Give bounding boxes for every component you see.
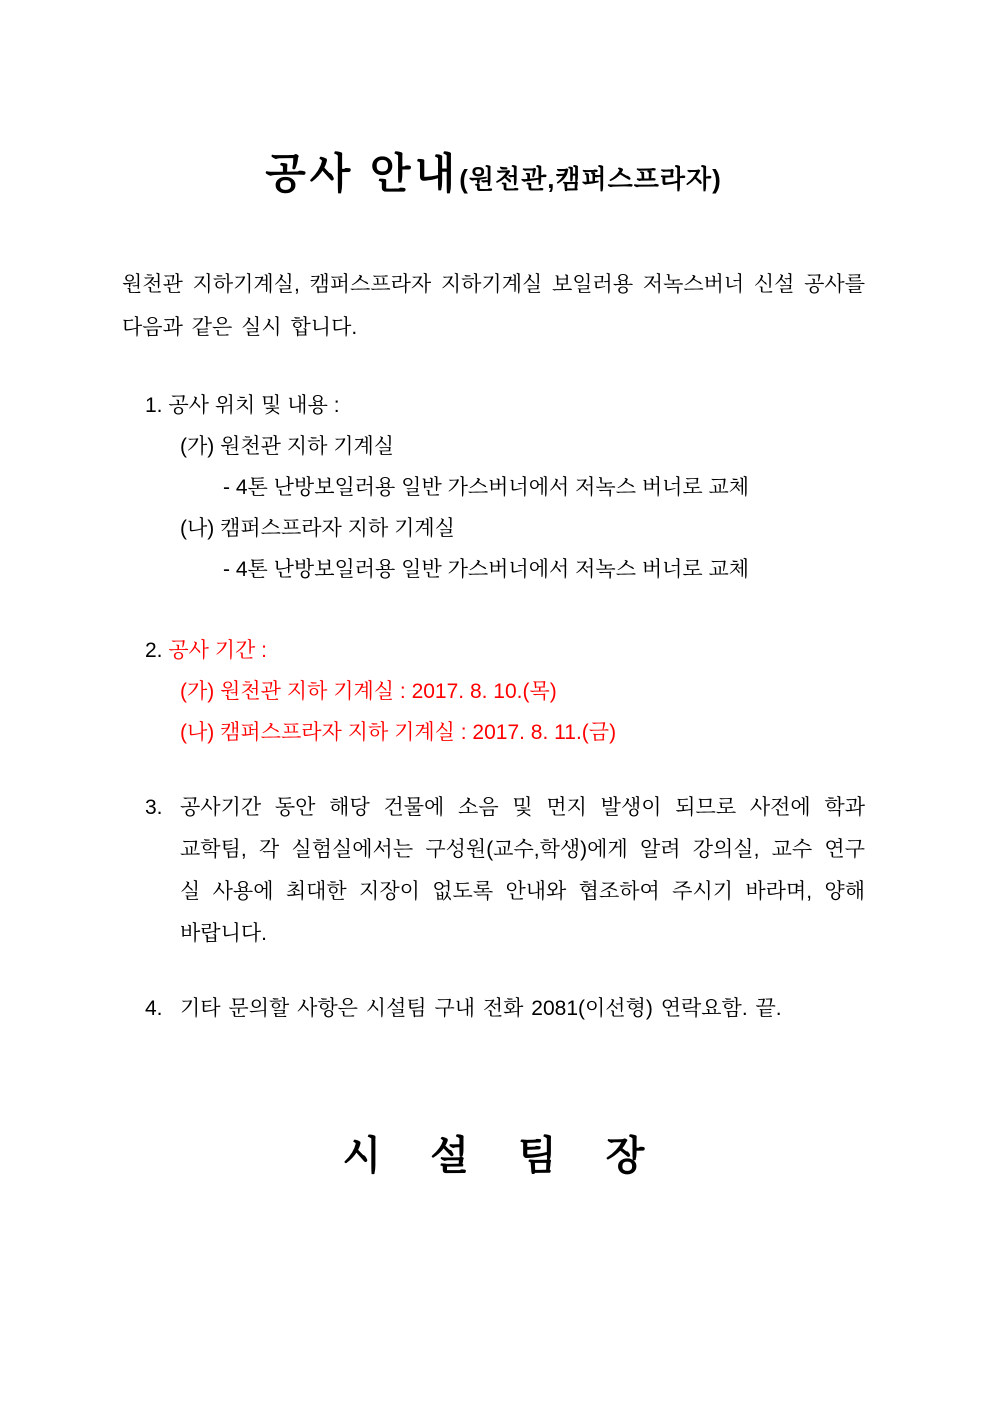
section-construction-period	[122, 630, 865, 753]
section1-number: 1.	[145, 394, 163, 417]
section-noise-notice	[122, 787, 865, 955]
section2-heading	[122, 630, 865, 671]
section2-item-na: (나) 캠퍼스프라자 지하 기계실 : 2017. 8. 11.(금)	[180, 721, 617, 744]
section-construction-location	[122, 385, 865, 590]
signature-facility-team-leader: 시 설 팀 장	[342, 1134, 645, 1178]
section3-text: 공사기간 동안 해당 건물에 소음 및 먼지 발생이 되므로 사전에 학과 교학팀, 각 실험실에서는 구성원(교수,학생)에게 알려 강의실, 교수 연구실 사용에 최대한 지장이 없도록 안내와 협조하여 주시기 바라며, 양해 바랍니다.	[180, 796, 865, 945]
section4-text: 기타 문의할 사항은 시설팀 구내 전화 2081(이선형) 연락요함. 끝.	[180, 997, 782, 1020]
section4-number: 4.	[145, 997, 163, 1020]
section1-item-ga-detail: - 4톤 난방보일러용 일반 가스버너에서 저녹스 버너로 교체	[223, 476, 750, 499]
section3-number: 3.	[145, 796, 163, 819]
section-contact-info	[122, 988, 865, 1030]
section1-item-na-detail: - 4톤 난방보일러용 일반 가스버너에서 저녹스 버너로 교체	[223, 558, 750, 581]
section2-heading-text: 공사 기간 :	[168, 639, 268, 662]
section1-item-ga: (가) 원천관 지하 기계실	[180, 435, 395, 458]
section1-heading	[122, 385, 865, 426]
section2-item-ga: (가) 원천관 지하 기계실 : 2017. 8. 10.(목)	[180, 680, 557, 703]
section2-number: 2.	[145, 639, 163, 662]
page-title-main: 공사 안내	[265, 150, 460, 197]
section1-heading-text: 공사 위치 및 내용 :	[168, 394, 340, 417]
intro-paragraph: 원천관 지하기계실, 캠퍼스프라자 지하기계실 보일러용 저녹스버너 신설 공사를 다음과 같은 실시 합니다.	[122, 273, 865, 339]
section1-item-na: (나) 캠퍼스프라자 지하 기계실	[180, 517, 455, 540]
page-title	[122, 150, 865, 203]
page-title-sub: (원천관,캠퍼스프라자)	[459, 164, 722, 194]
